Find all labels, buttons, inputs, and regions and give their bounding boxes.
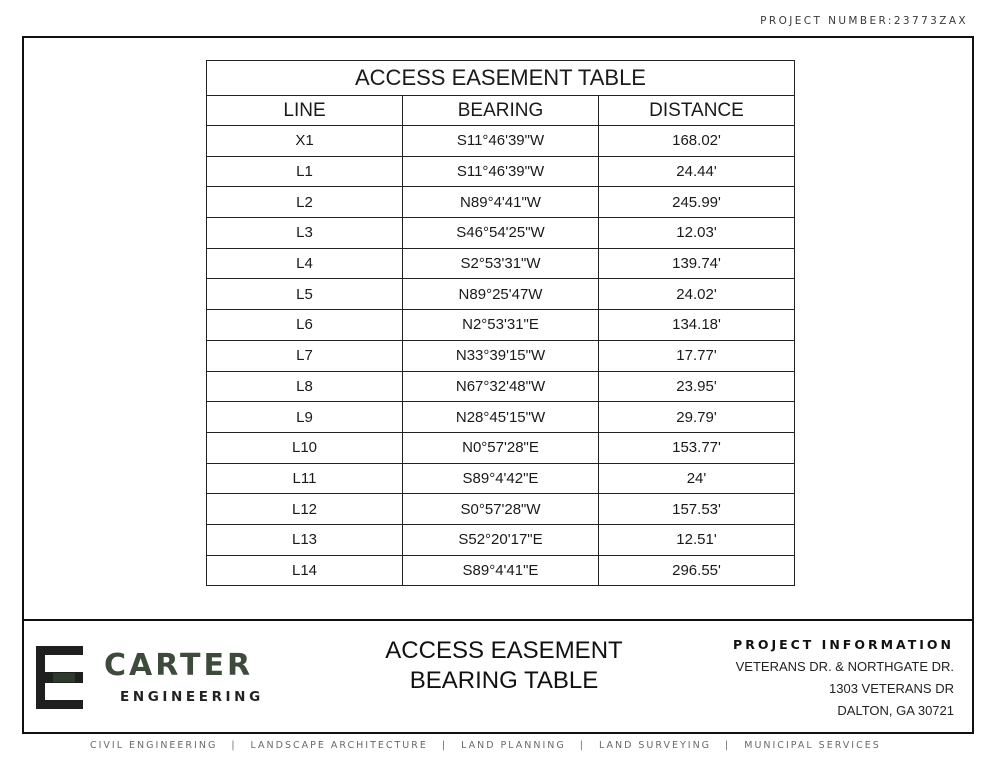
cell-bearing: S2°53'31"W — [403, 248, 599, 279]
cell-distance: 17.77' — [599, 340, 795, 371]
cell-bearing: S46°54'25"W — [403, 218, 599, 249]
table-title: ACCESS EASEMENT TABLE — [207, 61, 795, 96]
table-row — [207, 218, 795, 249]
sheet-title-line-1: ACCESS EASEMENT — [385, 637, 623, 664]
cell-line: L10 — [207, 432, 403, 463]
footer-separator: | — [579, 740, 585, 751]
cell-bearing: S89°4'41"E — [403, 555, 599, 586]
cell-distance: 12.51' — [599, 524, 795, 555]
column-header-line: LINE — [207, 96, 403, 126]
table-row — [207, 279, 795, 310]
cell-line: L11 — [207, 463, 403, 494]
sheet-title — [354, 636, 654, 696]
project-number: PROJECT NUMBER:23773ZAX — [760, 15, 968, 27]
cell-bearing: N0°57'28"E — [403, 432, 599, 463]
cell-distance: 12.03' — [599, 218, 795, 249]
table-row — [207, 463, 795, 494]
logo-subtitle: ENGINEERING — [120, 689, 264, 705]
cell-line: L6 — [207, 310, 403, 341]
title-block — [24, 621, 972, 732]
column-header-bearing: BEARING — [403, 96, 599, 126]
service-landscape-architecture: LANDSCAPE ARCHITECTURE — [250, 740, 428, 751]
project-info-line-2: 1303 VETERANS DR — [829, 681, 954, 696]
cell-line: L9 — [207, 402, 403, 433]
cell-line: L2 — [207, 187, 403, 218]
cell-distance: 153.77' — [599, 432, 795, 463]
cell-distance: 139.74' — [599, 248, 795, 279]
cell-bearing: N33°39'15"W — [403, 340, 599, 371]
cell-distance: 24.44' — [599, 156, 795, 187]
cell-bearing: S0°57'28"W — [403, 494, 599, 525]
table-row — [207, 402, 795, 433]
access-easement-table — [206, 60, 795, 586]
table-row — [207, 494, 795, 525]
cell-distance: 134.18' — [599, 310, 795, 341]
cell-bearing: N89°4'41"W — [403, 187, 599, 218]
cell-line: X1 — [207, 126, 403, 157]
cell-line: L13 — [207, 524, 403, 555]
footer-separator: | — [441, 740, 448, 751]
cell-distance: 296.55' — [599, 555, 795, 586]
table-row — [207, 524, 795, 555]
footer-separator: | — [231, 740, 237, 751]
table-row — [207, 432, 795, 463]
table-row — [207, 156, 795, 187]
services-footer — [90, 740, 881, 751]
sheet-title-line-2: BEARING TABLE — [409, 667, 599, 694]
cell-distance: 245.99' — [599, 187, 795, 218]
cell-line: L3 — [207, 218, 403, 249]
cell-line: L4 — [207, 248, 403, 279]
cell-bearing: N89°25'47W — [403, 279, 599, 310]
cell-distance: 24' — [599, 463, 795, 494]
table-row — [207, 248, 795, 279]
cell-distance: 23.95' — [599, 371, 795, 402]
cell-line: L12 — [207, 494, 403, 525]
drawing-frame — [22, 36, 974, 734]
cell-bearing: S11°46'39"W — [403, 126, 599, 157]
cell-distance: 24.02' — [599, 279, 795, 310]
cell-bearing: S89°4'42"E — [403, 463, 599, 494]
service-land-planning: LAND PLANNING — [461, 740, 566, 751]
footer-separator: | — [725, 740, 731, 751]
cell-bearing: S11°46'39"W — [403, 156, 599, 187]
logo-wordmark: CARTER — [104, 648, 254, 683]
service-municipal-services: MUNICIPAL SERVICES — [744, 740, 881, 751]
cell-bearing: N67°32'48"W — [403, 371, 599, 402]
service-land-surveying: LAND SURVEYING — [598, 740, 712, 751]
cell-line: L7 — [207, 340, 403, 371]
project-info-line-3: DALTON, GA 30721 — [837, 703, 954, 718]
table-row — [207, 126, 795, 157]
column-header-distance: DISTANCE — [599, 96, 795, 126]
cell-distance: 29.79' — [599, 402, 795, 433]
table-body — [207, 126, 795, 586]
cell-distance: 157.53' — [599, 494, 795, 525]
service-civil-engineering: CIVIL ENGINEERING — [90, 740, 218, 751]
cell-bearing: N28°45'15"W — [403, 402, 599, 433]
cell-line: L5 — [207, 279, 403, 310]
cell-line: L8 — [207, 371, 403, 402]
project-info-line-1: VETERANS DR. & NORTHGATE DR. — [735, 659, 954, 674]
cell-distance: 168.02' — [599, 126, 795, 157]
table-row — [207, 310, 795, 341]
cell-line: L14 — [207, 555, 403, 586]
table-row — [207, 555, 795, 586]
cell-line: L1 — [207, 156, 403, 187]
cell-bearing: N2°53'31"E — [403, 310, 599, 341]
cell-bearing: S52°20'17"E — [403, 524, 599, 555]
carter-e-logo-icon — [36, 646, 83, 709]
table-row — [207, 371, 795, 402]
table-row — [207, 187, 795, 218]
table-row — [207, 340, 795, 371]
project-info-heading: PROJECT INFORMATION — [733, 637, 954, 652]
